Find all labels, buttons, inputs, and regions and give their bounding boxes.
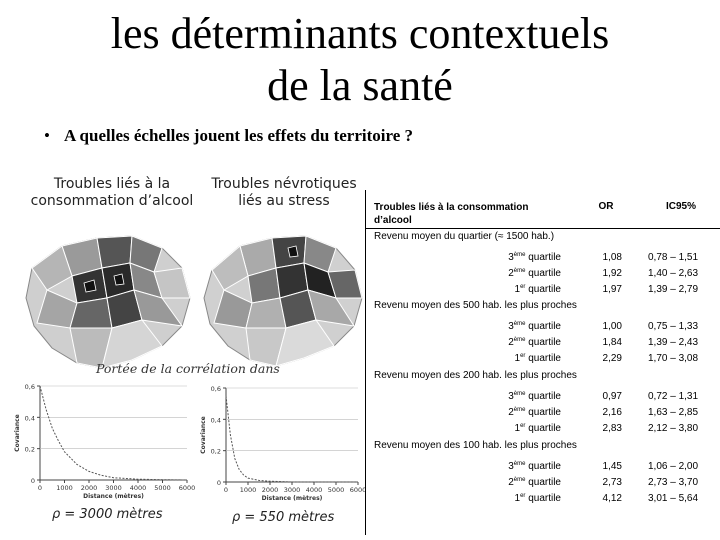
table-row xyxy=(366,461,720,475)
x-axis-label: Distance (mètres) xyxy=(83,493,144,500)
y-axis-label: Covariance xyxy=(14,414,21,452)
quartile-word: quartile xyxy=(525,407,561,418)
table-section-title: Revenu moyen du quartier (≈ 1500 hab.) xyxy=(374,231,555,242)
map-label-neurotic-line-2: liés au stress xyxy=(238,193,330,209)
table-row xyxy=(366,284,720,298)
x-tick-label: 4000 xyxy=(129,484,147,492)
district-map-alcohol-shapes xyxy=(26,236,190,368)
table-row xyxy=(366,391,720,405)
odds-ratio-value: 1,45 xyxy=(602,461,622,472)
table-row xyxy=(366,353,720,367)
rho-label-alcohol: ρ = 3000 mètres xyxy=(52,507,163,522)
slide-title xyxy=(0,8,720,112)
quartile-label xyxy=(515,284,561,295)
x-tick-label: 1000 xyxy=(239,486,257,494)
y-tick-label: 0,4 xyxy=(210,416,221,425)
quartile-word: quartile xyxy=(525,391,561,402)
x-tick-label: 2000 xyxy=(80,484,98,492)
x-tick-label: 3000 xyxy=(105,484,122,492)
quartile-label xyxy=(508,321,561,332)
confidence-interval-value: 2,73 – 3,70 xyxy=(648,477,699,488)
bullet-text: A quelles échelles jouent les effets du territoire ? xyxy=(63,126,414,145)
x-tick-label: 5000 xyxy=(327,486,345,494)
confidence-interval-value: 1,39 – 2,79 xyxy=(648,284,699,295)
table-row xyxy=(366,321,720,335)
x-tick-label: 6000 xyxy=(349,486,366,494)
odds-ratio-value: 1,97 xyxy=(602,284,622,295)
quartile-label xyxy=(508,337,561,348)
quartile-word: quartile xyxy=(525,423,561,434)
slide-title-line-1: les déterminants contextuels xyxy=(110,9,610,58)
quartile-number: 3 xyxy=(508,391,514,402)
quartile-label xyxy=(508,391,561,402)
odds-ratio-value: 2,73 xyxy=(602,477,622,488)
confidence-interval-value: 3,01 – 5,64 xyxy=(648,493,699,504)
table-row xyxy=(366,252,720,266)
odds-ratio-value: 0,97 xyxy=(602,391,622,402)
bullet-question xyxy=(44,126,413,146)
odds-ratio-value: 1,92 xyxy=(602,268,622,279)
y-tick-label: 0,2 xyxy=(210,447,221,456)
confidence-interval-value: 0,78 – 1,51 xyxy=(648,252,699,263)
quartile-suffix: er xyxy=(520,353,526,359)
quartile-label xyxy=(515,353,561,364)
x-tick-label: 3000 xyxy=(283,486,301,494)
quartile-word: quartile xyxy=(525,268,561,279)
odds-ratio-value: 2,29 xyxy=(602,353,622,364)
district-map-alcohol xyxy=(22,228,194,378)
slide-title-line-2: de la santé xyxy=(267,61,453,110)
quartile-word: quartile xyxy=(525,252,561,263)
bullet-marker: • xyxy=(44,126,50,145)
district-map-neurotic-shapes xyxy=(204,236,362,366)
quartile-word: quartile xyxy=(525,353,561,364)
confidence-interval-value: 1,70 – 3,08 xyxy=(648,353,699,364)
table-header-ic: IC95% xyxy=(665,201,696,212)
quartile-label xyxy=(508,268,561,279)
y-axis-label: Covariance xyxy=(200,416,207,454)
covariance-curve xyxy=(40,386,187,480)
quartile-number: 2 xyxy=(508,477,514,488)
quartile-word: quartile xyxy=(525,493,561,504)
table-row xyxy=(366,407,720,421)
y-tick-label: 0,6 xyxy=(210,385,221,393)
odds-ratio-table xyxy=(365,190,720,535)
quartile-number: 1 xyxy=(514,493,521,504)
covariance-chart-alcohol xyxy=(10,380,195,502)
quartile-suffix: ème xyxy=(513,268,526,274)
odds-ratio-value: 4,12 xyxy=(602,493,622,504)
quartile-suffix: er xyxy=(520,284,526,290)
quartile-number: 2 xyxy=(508,337,514,348)
quartile-number: 2 xyxy=(508,268,514,279)
x-tick-label: 2000 xyxy=(261,486,279,494)
quartile-label xyxy=(508,477,561,488)
x-tick-label: 6000 xyxy=(178,484,195,492)
odds-ratio-value: 2,16 xyxy=(602,407,622,418)
confidence-interval-value: 2,12 – 3,80 xyxy=(648,423,699,434)
quartile-word: quartile xyxy=(525,461,561,472)
table-section-title: Revenu moyen des 500 hab. les plus proches xyxy=(374,300,577,311)
quartile-label xyxy=(508,252,561,263)
quartile-word: quartile xyxy=(525,337,561,348)
table-row xyxy=(366,477,720,491)
table-section-title: Revenu moyen des 200 hab. les plus proches xyxy=(374,370,577,381)
covariance-chart-neurotic xyxy=(196,382,366,504)
quartile-label xyxy=(508,407,561,418)
x-tick-label: 1000 xyxy=(56,484,73,492)
y-tick-label: 0,6 xyxy=(24,383,35,391)
quartile-label xyxy=(508,461,561,472)
quartile-suffix: ème xyxy=(513,407,526,413)
quartile-number: 3 xyxy=(508,252,514,263)
x-tick-label: 0 xyxy=(223,486,229,494)
quartile-suffix: er xyxy=(520,493,526,499)
rho-label-neurotic: ρ = 550 mètres xyxy=(232,510,335,525)
confidence-interval-value: 0,75 – 1,33 xyxy=(648,321,699,332)
quartile-word: quartile xyxy=(525,321,561,332)
district-map-neurotic xyxy=(200,228,365,373)
confidence-interval-value: 1,39 – 2,43 xyxy=(648,337,699,348)
x-tick-label: 0 xyxy=(37,484,43,492)
table-row xyxy=(366,493,720,507)
map-label-alcohol-line-2: consommation d’alcool xyxy=(30,193,194,209)
quartile-number: 1 xyxy=(514,353,521,364)
quartile-suffix: er xyxy=(520,423,526,429)
covariance-curve xyxy=(226,396,358,482)
y-tick-label: 0 xyxy=(216,479,221,487)
quartile-number: 1 xyxy=(514,423,521,434)
quartile-number: 1 xyxy=(514,284,521,295)
table-row xyxy=(366,423,720,437)
confidence-interval-value: 1,06 – 2,00 xyxy=(648,461,699,472)
quartile-suffix: ème xyxy=(513,461,526,467)
quartile-suffix: ème xyxy=(513,321,526,327)
odds-ratio-value: 1,00 xyxy=(602,321,622,332)
table-row xyxy=(366,268,720,282)
quartile-word: quartile xyxy=(525,284,561,295)
quartile-label xyxy=(515,493,561,504)
y-tick-label: 0,2 xyxy=(24,445,35,454)
quartile-number: 3 xyxy=(508,461,514,472)
quartile-suffix: ème xyxy=(513,477,526,483)
table-header-or: OR xyxy=(598,201,614,212)
odds-ratio-value: 2,83 xyxy=(602,423,622,434)
x-tick-label: 4000 xyxy=(305,486,323,494)
map-label-neurotic xyxy=(204,176,364,210)
table-row xyxy=(366,337,720,351)
table-header-label: Troubles liés à la consommation d’alcool xyxy=(374,202,529,226)
y-tick-label: 0 xyxy=(30,477,35,485)
correlation-range-caption: Portée de la corrélation dans xyxy=(96,361,280,376)
quartile-number: 3 xyxy=(508,321,514,332)
quartile-suffix: ème xyxy=(513,391,526,397)
confidence-interval-value: 1,63 – 2,85 xyxy=(648,407,699,418)
quartile-suffix: ème xyxy=(513,252,526,258)
map-label-alcohol-line-1: Troubles liés à la xyxy=(53,176,171,192)
odds-ratio-value: 1,08 xyxy=(602,252,622,263)
x-tick-label: 5000 xyxy=(154,484,171,492)
map-label-alcohol xyxy=(22,176,202,210)
table-section-title: Revenu moyen des 100 hab. les plus proches xyxy=(374,440,577,451)
quartile-suffix: ème xyxy=(513,337,526,343)
y-tick-label: 0,4 xyxy=(24,414,35,423)
map-label-neurotic-line-1: Troubles névrotiques xyxy=(211,176,357,192)
quartile-label xyxy=(515,423,561,434)
table-header xyxy=(366,190,720,229)
odds-ratio-value: 1,84 xyxy=(602,337,622,348)
quartile-word: quartile xyxy=(525,477,561,488)
quartile-number: 2 xyxy=(508,407,514,418)
confidence-interval-value: 0,72 – 1,31 xyxy=(648,391,699,402)
x-axis-label: Distance (mètres) xyxy=(261,495,323,502)
confidence-interval-value: 1,40 – 2,63 xyxy=(648,268,699,279)
